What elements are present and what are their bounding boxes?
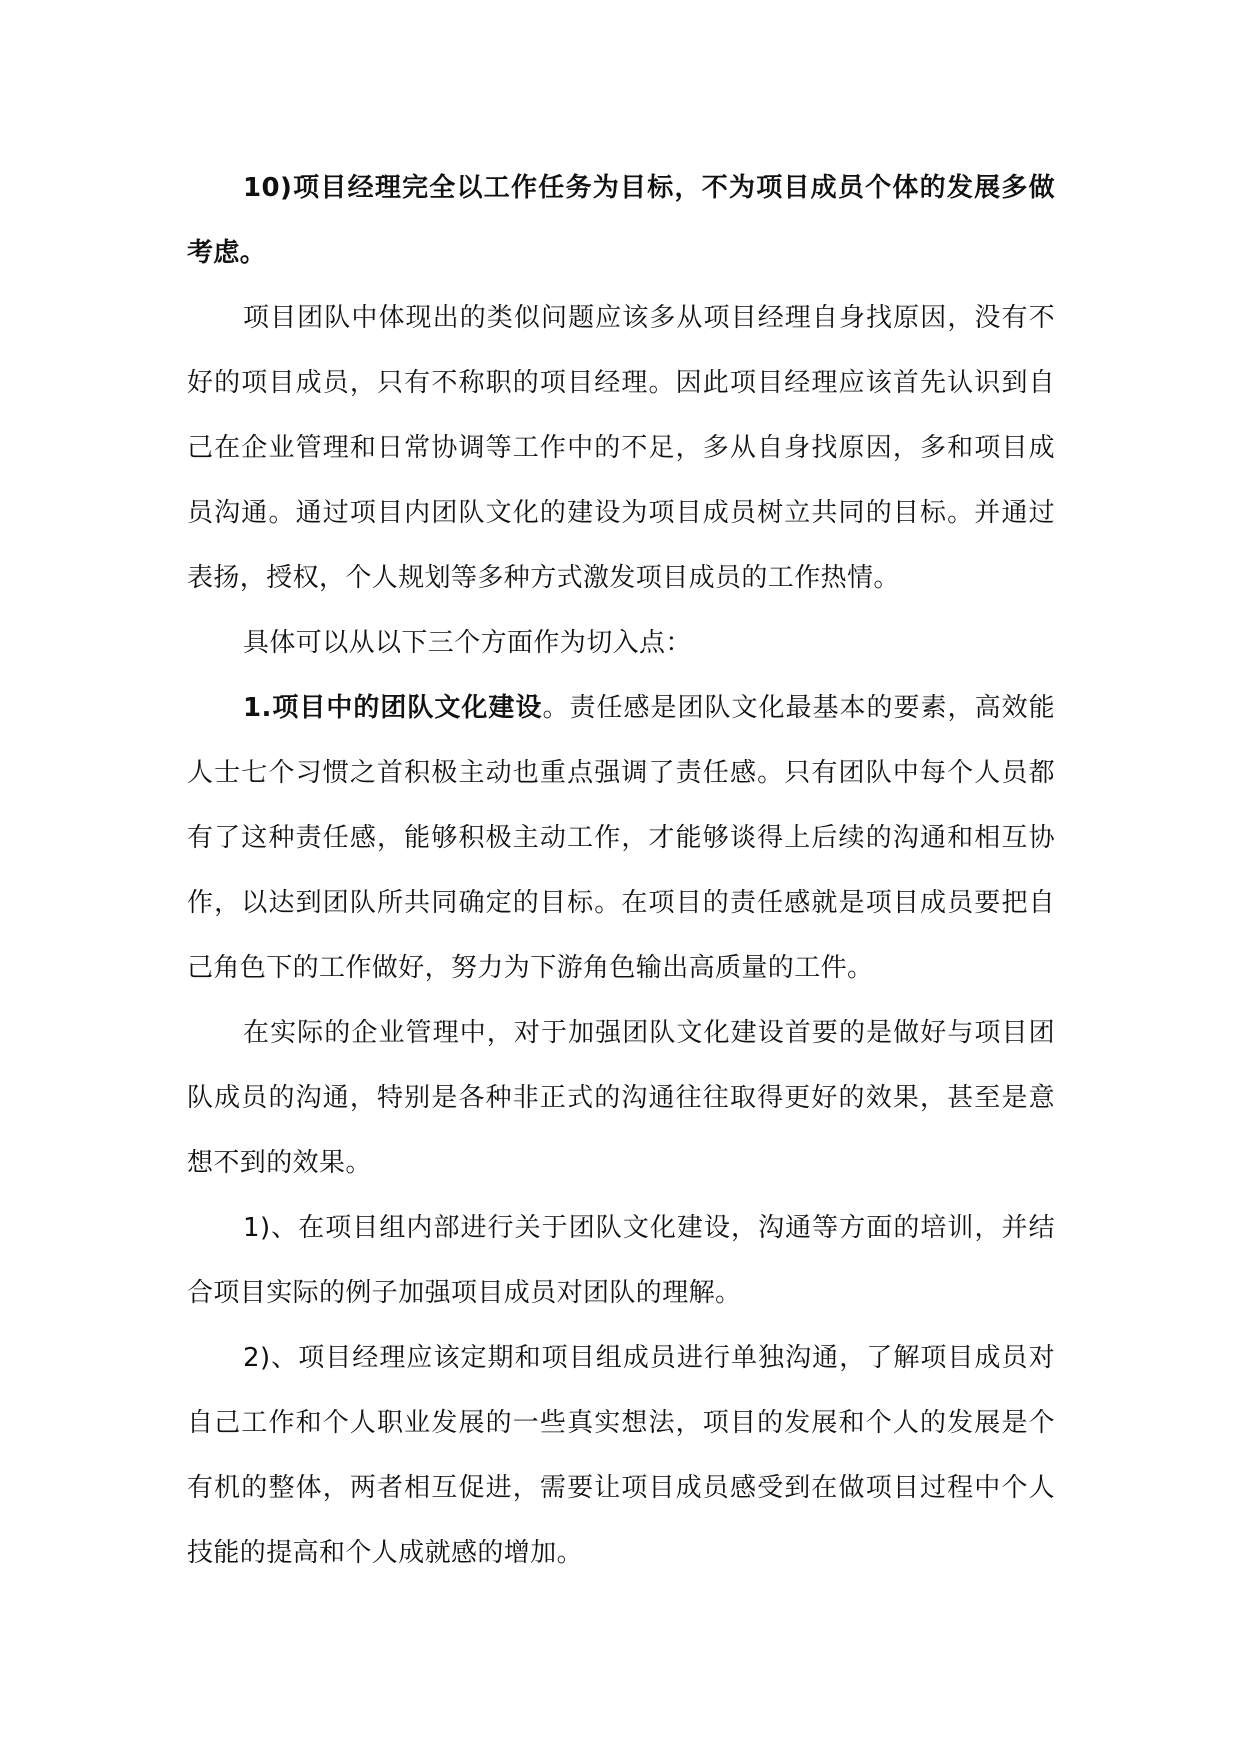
list-item-2: 2)、项目经理应该定期和项目组成员进行单独沟通，了解项目成员对自己工作和个人职业发展的一些真实想法，项目的发展和个人的发展是个有机的整体，两者相互促进，需要让项目成员感受到在做项目过程中个人技能的提高和个人成就感的增加。 (187, 1343, 1055, 1568)
paragraph-practice: 在实际的企业管理中，对于加强团队文化建设首要的是做好与项目团队成员的沟通，特别是各种非正式的沟通往往取得更好的效果，甚至是意想不到的效果。 (187, 1018, 1055, 1178)
paragraph-intro: 项目团队中体现出的类似问题应该多从项目经理自身找原因，没有不好的项目成员，只有不称职的项目经理。因此项目经理应该首先认识到自己在企业管理和日常协调等工作中的不足，多从自身找原因，多和项目成员沟通。通过项目内团队文化的建设为项目成员树立共同的目标。并通过表扬，授权，个人规划等多种方式激发项目成员的工作热情。 (187, 303, 1055, 593)
list-item-1: 1)、在项目组内部进行关于团队文化建设，沟通等方面的培训，并结合项目实际的例子加强项目成员对团队的理解。 (187, 1213, 1055, 1308)
section-1-title: 1.项目中的团队文化建设 (243, 693, 543, 723)
paragraph-aspects: 具体可以从以下三个方面作为切入点： (243, 628, 692, 658)
heading-item-10: 10)项目经理完全以工作任务为目标，不为项目成员个体的发展多做考虑。 (187, 173, 1055, 268)
section-1-body: 。责任感是团队文化最基本的要素，高效能人士七个习惯之首积极主动也重点强调了责任感。只有团队中每个人员都有了这种责任感，能够积极主动工作，才能够谈得上后续的沟通和相互协作，以达到团队所共同确定的目标。在项目的责任感就是项目成员要把自己角色下的工作做好，努力为下游角色输出高质量的工件。 (187, 693, 1055, 983)
document-page (187, 156, 1055, 1586)
section-1 (187, 676, 1055, 1001)
